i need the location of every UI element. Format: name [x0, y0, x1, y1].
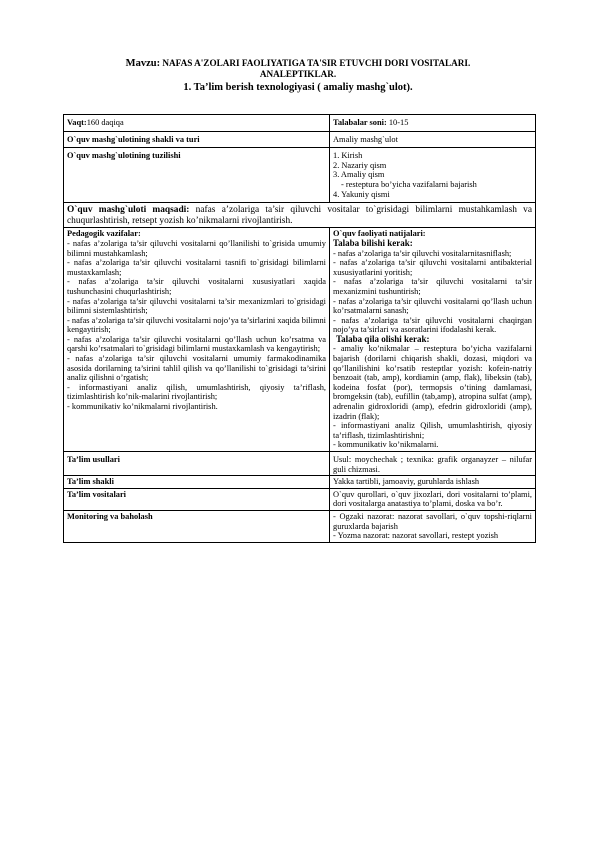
topic-title-line2: ANALEPTIKLAR. — [259, 69, 337, 79]
monitoring-cell — [330, 510, 536, 542]
structure-item: 4. Yakuniy qismi — [333, 189, 390, 199]
row-methods — [64, 452, 536, 476]
must-know-item: - nafas a’zolariga ta’sir qiluvchi vositalarni chaqirgan nojo’ya ta’sirlari va asoratlarini ifodalashi kerak. — [333, 315, 532, 335]
learning-results-cell — [330, 228, 536, 452]
row-tasks-results — [64, 228, 536, 452]
pedagogical-task: - nafas a’zolariga ta’sir qiluvchi vositalarni umumiy farmakodinamika asosida dorilarning ta’sirini tahlil qilish va qo’llanilishi to`grisidagi ta’sirini analiz qilishni o’rgatish; — [67, 354, 326, 383]
topic-title — [0, 58, 596, 69]
students-value: 10-15 — [386, 118, 409, 127]
time-label: Vaqt: — [67, 118, 87, 127]
lesson-plan-table — [63, 114, 536, 543]
monitoring-label: Monitoring va baholash — [64, 510, 330, 542]
monitoring-item: - Ogzaki nazorat: nazorat savollari, o`quv topshi-riqlarni guruxlarda bajarish — [333, 511, 532, 531]
row-form-of-teaching — [64, 476, 536, 489]
must-know-item: - nafas a’zolariga ta’sir qiluvchi vositalarnitasniflash; — [333, 248, 512, 258]
must-do-item: - amaliy ko’nikmalar – resteptura bo’yicha vazifalarni bajarish (dorilarni chiqarish shakli, dozasi, miqdori va qo’llanilishini ko’rsatib resteptlar yozish: kofein-natriy benzoait (tab, amp), kordiamin (amp, flak), libeksin (tab), kodeina fosfat (por), termopsis o’tining damlamasi, bromgeksin (tab), eufillin (tab,amp), atropina sulfat (amp), adrenalin gidroxloridi (amp), efedrin gidroxloridi (amp), izadrin (flak); — [333, 344, 532, 421]
pedagogical-task: - kommunikativ ko’nikmalarni rivojlantirish. — [67, 402, 218, 412]
topic-label: Mavzu: — [125, 58, 161, 69]
methods-value: Usul: moychechak ; texnika: grafik organayzer – nilufar guli chizmasi. — [330, 452, 536, 476]
goal-cell — [64, 203, 536, 228]
section-subtitle: 1. Ta’lim berish texnologiyasi ( amaliy mashg`ulot). — [183, 82, 413, 93]
monitoring-item: - Yozma nazorat: nazorat savollari, restept yozish — [333, 531, 499, 541]
title-block — [0, 58, 596, 94]
pedagogical-task: - informastiyani analiz qilish, umumlashtirish, qiyosiy ta’riflash, tizimlashtirish ko’nik-malarini rivojlantirish; — [67, 382, 326, 402]
time-value: 160 daqiqa — [86, 118, 124, 127]
pedagogical-task: - nafas a’zolariga ta’sir qiluvchi vositalarni nojo’ya ta’sirlarini xaqida bilimni kengaytirish; — [67, 315, 326, 335]
row-goal — [64, 203, 536, 228]
learning-results-label: O`quv faoliyati natijalari: — [333, 229, 426, 239]
teaching-form-label: Ta’lim shakli — [64, 476, 330, 489]
time-cell — [64, 115, 330, 132]
students-cell — [330, 115, 536, 132]
structure-label: O`quv mashg`ulotining tuzilishi — [64, 148, 330, 203]
pedagogical-task: - nafas a’zolariga ta’sir qiluvchi vositalarni qo’llanilishi to`grisida umumiy bilimni mustahkamlash; — [67, 238, 326, 258]
row-form — [64, 131, 536, 148]
form-label: O`quv mashg`ulotining shakli va turi — [64, 131, 330, 148]
row-structure — [64, 148, 536, 203]
row-time — [64, 115, 536, 132]
pedagogical-task: - nafas a’zolariga ta’sir qiluvchi vositalarni ta’sir mexanizmlari to`grisidagi bilimni sistemlashtirish; — [67, 296, 326, 316]
pedagogical-task: - nafas a’zolariga ta’sir qiluvchi vositalarni tasnifi to`grisidagi bilimlarni mustaxkamlash; — [67, 258, 326, 277]
students-label: Talabalar soni: — [333, 118, 387, 127]
must-do-item: - kommunikativ ko’nikmalarni. — [333, 440, 439, 450]
pedagogical-task: - nafas a’zolariga ta’sir qiluvchi vositalarni qo’llash uchun ko’rsatma va qarshi ko’rsatmalari to`grisidagi bilimlarni mustaxkamlash va kengaytirish; — [67, 334, 326, 354]
must-do-label: Talaba qila olishi kerak: — [336, 333, 430, 344]
pedagogical-task: - nafas a’zolariga ta’sir qiluvchi vositalarni xususiyatlari xaqida tushunchasini chuqurlashtirish; — [67, 277, 326, 296]
structure-item: 1. Kirish — [333, 151, 363, 161]
methods-label: Ta’lim usullari — [64, 452, 330, 476]
form-value: Amaliy mashg`ulot — [330, 131, 536, 148]
structure-list — [330, 148, 536, 203]
goal-label: O`quv mashg`uloti maqsadi: — [67, 205, 190, 216]
must-know-item: - nafas a’zolariga ta’sir qiluvchi vositalarni antibakterial xususiyatlarini yoritish; — [333, 258, 532, 277]
teaching-form-value: Yakka tartibli, jamoaviy, guruhlarda ishlash — [330, 476, 536, 489]
must-know-label: Talaba bilishi kerak: — [333, 237, 413, 248]
row-monitoring — [64, 510, 536, 542]
must-know-item: - nafas a’zolariga ta’sir qiluvchi vositalarni qo’llash uchun ko’rsatmalarni sanash; — [333, 296, 532, 316]
tools-label: Ta’lim vositalari — [64, 488, 330, 510]
pedagogical-tasks-cell — [64, 228, 330, 452]
pedagogical-tasks-label: Pedagogik vazifalar: — [67, 229, 141, 239]
must-do-item: - informastiyani analiz Qilish, umumlashtirish, qiyosiy ta’riflash, tizimlashtirishni; — [333, 421, 532, 440]
must-know-item: - nafas a’zolariga ta’sir qiluvchi vositalarni ta’sir mexanizmini tushuntirish; — [333, 277, 532, 296]
structure-item: 3. Amaliy qism — [333, 170, 385, 180]
structure-item: - resteptura bo’yicha vazifalarni bajarish — [341, 179, 477, 189]
structure-item: 2. Nazariy qism — [333, 160, 387, 170]
tools-value: O`quv qurollari, o`quv jixozlari, dori vositalarni to’plami, dori vositalarga anatastiya to’plami, doska va bo’r. — [330, 488, 536, 510]
goal-value: nafas a’zolariga ta’sir qiluvchi vositalar to`grisidagi bilimlarni mustahkamlash va chuqurlashtirish, retsept yozish ko’nikmalarni rivojlantirish. — [67, 205, 533, 226]
row-tools — [64, 488, 536, 510]
topic-title-line1: NAFAS A'ZOLARI FAOLIYATIGA TA'SIR ETUVCHI DORI VOSITALARI. — [162, 58, 471, 68]
